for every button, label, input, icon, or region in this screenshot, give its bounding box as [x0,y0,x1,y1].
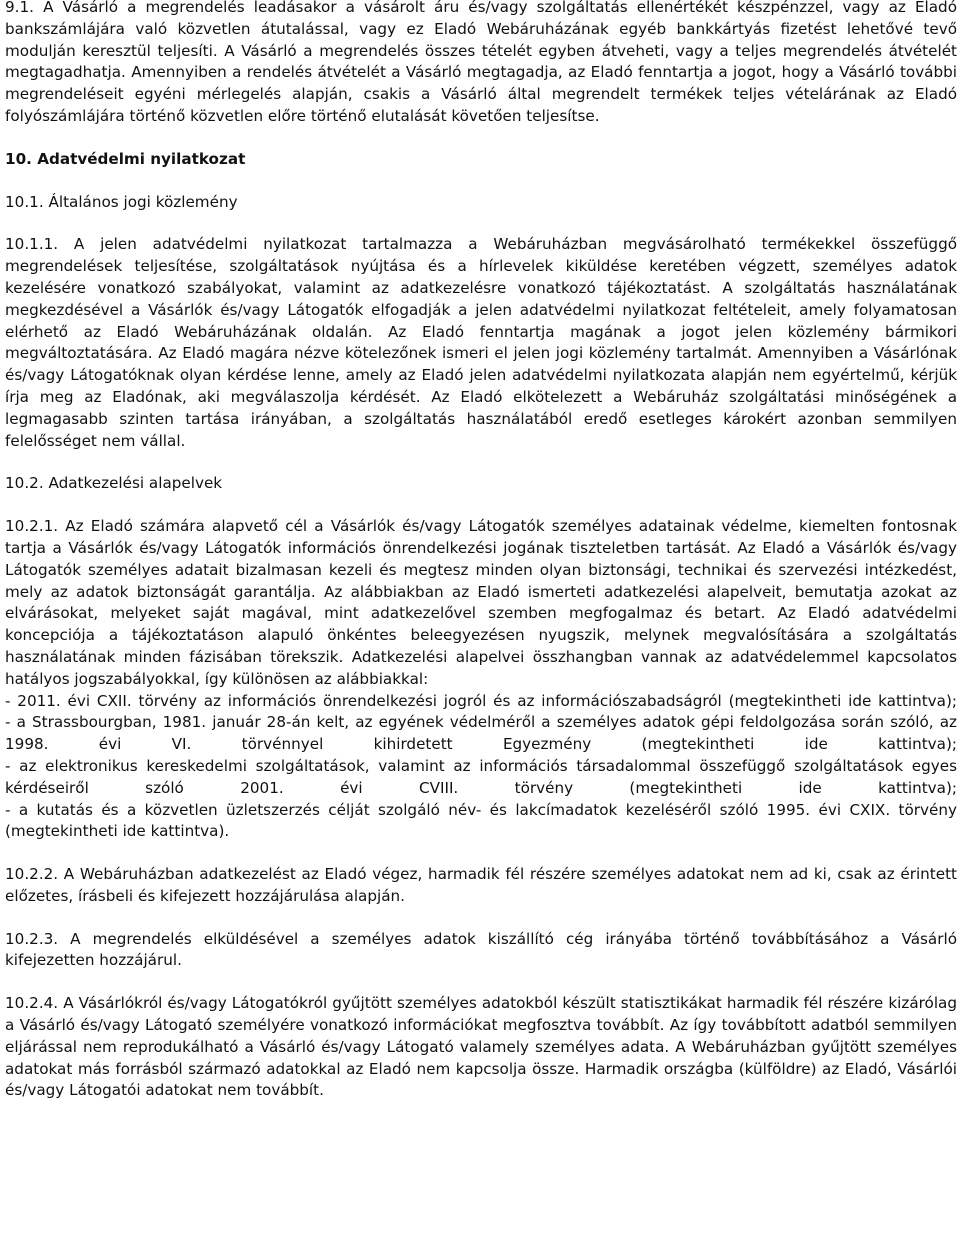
paragraph-10-2-3: 10.2.3. A megrendelés elküldésével a személyes adatok kiszállító cég irányába történő továbbításához a Vásárló kifejezetten hozzájárul. [5,929,957,970]
law-list [5,691,957,844]
law-list-item: - az elektronikus kereskedelmi szolgáltatások, valamint az információs társadalommal összefüggő szolgáltatások egyes kérdéseiről szóló 2001. évi CVIII. törvény (megtekintheti ide kattintva); [5,756,957,797]
paragraph-10-2-1: 10.2.1. Az Eladó számára alapvető cél a Vásárlók és/vagy Látogatók személyes adatainak védelme, kiemelten fontosnak tartja a Vásárlók és/vagy Látogatók információs önrendelkezési jogának tiszteletben tartását. Az Eladó a Vásárlók és/vagy Látogatók személyes adatait bizalmasan kezeli és megtesz minden olyan biztonsági, technikai és szervezési intézkedést, mely az adatok biztonságát garantálja. Az alábbiakban az Eladó ismerteti adatkezelési alapelveit, bemutatja azokat az elvárásokat, melyeket saját magával, mint adatkezelővel szemben megfogalmaz és betart. Az Eladó adatvédelmi koncepciója a tájékoztatáson alapuló önkéntes beleegyezésen nyugszik, melynek megvalósítására a szolgáltatás használatának minden fázisában törekszik. Adatkezelési alapelvei összhangban vannak az adatvédelemmel kapcsolatos hatályos jogszabályokkal, így különösen az alábbiakkal: [5,517,957,688]
law-list-item: - 2011. évi CXII. törvény az információs önrendelkezési jogról és az információszabadságról (megtekintheti ide kattintva); [5,691,957,710]
law-list-item: - a kutatás és a közvetlen üzletszerzés célját szolgáló név- és lakcímadatok kezeléséről szóló 1995. évi CXIX. törvény (megtekintheti ide kattintva). [5,800,957,841]
section-heading-10: 10. Adatvédelmi nyilatkozat [5,149,246,168]
paragraph-9-1: 9.1. A Vásárló a megrendelés leadásakor a vásárolt áru és/vagy szolgáltatás ellenértékét készpénzzel, vagy az Eladó bankszámlájára való közvetlen átutalással, vagy ez Eladó Webáruházának egyéb bankkártyás fizetést lehetővé tevő modulján keresztül teljesíti. A Vásárló a megrendelés összes tételét egyben átveheti, vagy a teljes megrendelés átvételét megtagadhatja. Amennyiben a rendelés átvételét a Vásárló megtagadja, az Eladó fenntartja a jogot, hogy a Vásárló további megrendeléseit egyéni mérlegelés alapján, csakis a Vásárló által megrendelt termékek teljes vételárának az Eladó folyószámlájára történő közvetlen előre történő elutalását követően teljesítse. [5,0,957,125]
subsection-heading-10-1: 10.1. Általános jogi közlemény [5,192,238,211]
subsection-heading-10-2: 10.2. Adatkezelési alapelvek [5,474,223,493]
paragraph-10-2-4: 10.2.4. A Vásárlókról és/vagy Látogatókról gyűjtött személyes adatokból készült statisztikákat harmadik fél részére kizárólag a Vásárló és/vagy Látogató személyére vonatkozó információkat megfosztva továbbít. Az így továbbított adatból semmilyen eljárással nem reprodukálható a Vásárló és/vagy Látogató valamely személyes adata. A Webáruházban gyűjtött személyes adatokat más forrásból származó adatokkal az Eladó nem kapcsolja össze. Harmadik országba (külföldre) az Eladó, Vásárlói és/vagy Látogatói adatokat nem továbbít. [5,994,957,1100]
paragraph-10-2-2: 10.2.2. A Webáruházban adatkezelést az Eladó végez, harmadik fél részére személyes adatokat nem ad ki, csak az érintett előzetes, írásbeli és kifejezett hozzájárulása alapján. [5,865,957,905]
law-list-item: - a Strassbourgban, 1981. január 28-án kelt, az egyének védelméről a személyes adatok gépi feldolgozása során szóló, az 1998. évi VI. törvénnyel kihirdetett Egyezmény (megtekintheti ide kattintva); [5,713,957,754]
paragraph-10-1-1: 10.1.1. A jelen adatvédelmi nyilatkozat tartalmazza a Webáruházban megvásárolható termékekkel összefüggő megrendelések teljesítése, szolgáltatások nyújtása és a hírlevelek kiküldése keretében végzett, személyes adatok kezelésére vonatkozó szabályokat, valamint az adatkezelésre vonatkozó tájékoztatást. A szolgáltatás használatának megkezdésével a Vásárlók és/vagy Látogatók elfogadják a jelen adatvédelmi nyilatkozat feltételeit, amely folyamatosan elérhető az Eladó Webáruházának oldalán. Az Eladó fenntartja magának a jogot jelen közlemény bármikori megváltoztatására. Az Eladó magára nézve kötelezőnek ismeri el jelen jogi közlemény tartalmát. Amennyiben a Vásárlónak és/vagy Látogatóknak olyan kérdése lenne, amely az Eladó jelen adatvédelmi nyilatkozata alapján nem egyértelmű, kérjük írja meg az Eladónak, aki megválaszolja kérdését. Az Eladó elkötelezett a Webáruház szolgáltatási minőségének a legmagasabb szinten tartása irányában, a szolgáltatás használatából eredő esetleges károkért azonban semmilyen felelősséget nem vállal. [5,235,957,450]
